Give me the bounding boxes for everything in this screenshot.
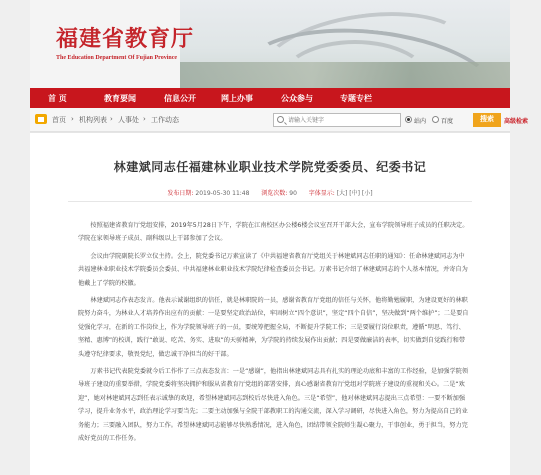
nav-item-participation[interactable]: 公众参与 xyxy=(281,94,313,103)
breadcrumb-agencies[interactable]: 机构列表 xyxy=(79,116,107,124)
breadcrumb-sep: › xyxy=(143,115,146,123)
main-nav xyxy=(30,88,510,108)
home-icon xyxy=(35,114,47,124)
font-size-options[interactable]: [大] [中] [小] xyxy=(336,190,373,197)
article xyxy=(30,132,510,475)
article-title: 林建斌同志任福建林业职业技术学院党委委员、纪委书记 xyxy=(113,160,427,174)
search-box xyxy=(273,113,401,127)
search-input[interactable] xyxy=(288,116,398,125)
breadcrumb-sep: › xyxy=(71,115,74,123)
breadcrumb-personnel[interactable]: 人事处 xyxy=(118,116,139,124)
article-paragraph: 按照福建省教育厅党组安排，2019年5月28日下午，学院在江南校区办公楼6楼会议室召开干部大会，宣布学院领导班子成员的任职决定。学院在家领导班子成员、副科级以上干部参加了会议。 xyxy=(78,222,469,243)
divider xyxy=(68,201,472,202)
nav-item-news[interactable]: 教育要闻 xyxy=(104,94,136,103)
breadcrumb-sep: › xyxy=(110,115,113,123)
article-paragraph: 会议由学院副院长罗立仪主持。会上，院党委书记万素宣读了《中共福建省教育厅党组关于林建斌同志任职的通知》：任命林建斌同志为中共福建林业职业技术学院委员会委员、中共福建林业职业技术学院纪律检查委员会书记。万素书记介绍了林建斌同志的个人基本情况，并寄自为他戴上了学院的校徽。 xyxy=(78,252,468,287)
logo-title: 福建省教育厅 xyxy=(56,26,195,52)
scope-baidu-label: 百度 xyxy=(441,118,454,125)
breadcrumb-work-news[interactable]: 工作动态 xyxy=(151,116,179,124)
published-label: 发布日期: xyxy=(167,190,194,197)
breadcrumb-home[interactable]: 首页 xyxy=(52,116,66,124)
header-banner xyxy=(30,0,510,88)
scope-baidu-radio[interactable] xyxy=(432,116,439,123)
article-body xyxy=(78,219,470,450)
nav-item-home[interactable]: 首 页 xyxy=(48,94,67,103)
toolbar xyxy=(30,108,529,132)
banner-image xyxy=(180,0,510,88)
scope-site-radio[interactable] xyxy=(405,116,412,123)
logo-subtitle: The Education Department Of Fujian Province xyxy=(56,55,178,61)
views-label: 浏览次数: xyxy=(261,190,288,197)
nav-item-info[interactable]: 信息公开 xyxy=(164,94,196,103)
search-button[interactable]: 搜索 xyxy=(473,113,501,127)
views-value: 90 xyxy=(289,190,297,197)
advanced-search-link[interactable]: 高级检索 xyxy=(504,118,529,125)
scope-site-label: 站内 xyxy=(414,118,427,125)
article-meta xyxy=(30,188,510,197)
banner-trees xyxy=(180,62,510,88)
site-logo[interactable] xyxy=(56,22,194,61)
nav-item-services[interactable]: 网上办事 xyxy=(221,94,253,103)
nav-item-topics[interactable]: 专题专栏 xyxy=(340,94,372,103)
article-paragraph: 林建斌同志作表态发言。他表示诚谢组织的信任，就是林职院的一员，感谢省教育厅党组的信任与关怀，他将勤勉履职，为建设更好的林职院努力奋斗，为林业人才培养作出应有的贡献：一是要坚定政治站位，牢固树立“四个意识”，坚定“四个自信”，坚决做到“两个维护”；二是要自觉强化学习，在新的工作岗位上，作为学院领导班子的一员，要统筹把握全局，不断提升学院工作；三是要履行岗位职责，遵循“明思、笃行、坚精、惠博”的校训，践行“敢说、吃苦、务实、进取”的天骄精神，为学院的持续发展作出贡献；四是要做廉洁的表率，切实做到自觉践行和带头遵守纪律要求，敬畏党纪，做忠诚干净担当的好干部。 xyxy=(78,297,469,358)
font-size-label: 字体显示: xyxy=(308,190,335,197)
published-value: 2019-05-30 11:48 xyxy=(195,190,250,197)
search-icon xyxy=(277,116,284,123)
article-paragraph: 万素书记代表院党委就今后工作作了三点表态发言：一是“感谢”，他指出林建斌同志具有扎实的理论功底和丰富的工作经验，是加强学院领导班子建设的重要举措，学院党委将坚决拥护和服从省教育厅党组的部署安排，真心感谢省教育厅党组对学院班子建设的重视和关心。二是“欢迎”，她对林建斌同志到任表示诚挚的欢迎，希望林建斌同志到校后尽快进入角色。三是“希望”，他对林建斌同志提出三点希望：一要不断加强学习，提升业务水平，政治理论学习要当先；二要主动加强与全院干部教职工的沟通交流，深入学习调研，尽快进入角色，努力为提高自己的业务能力；三要融入团队，努力工作。希望林建斌同志能够尽快熟悉情况，进入角色，团结带领全院师生凝心聚力，干事创业，勇于担当，努力完成好党员的工作任务。 xyxy=(78,368,469,443)
